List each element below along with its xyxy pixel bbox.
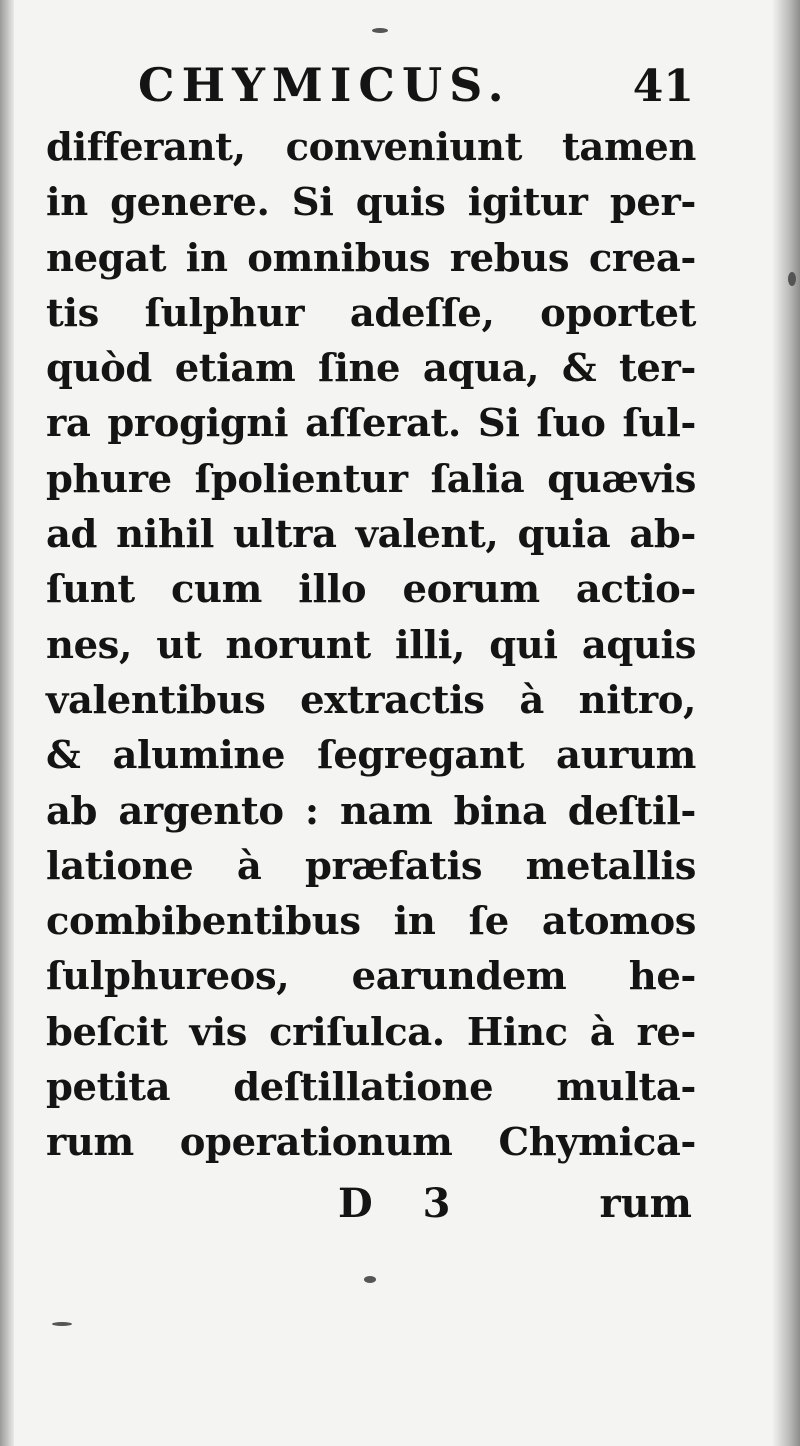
left-page-edge <box>0 0 14 1446</box>
text-line: in genere. Si quis igitur per- <box>46 180 696 226</box>
text-line: ſunt cum illo eorum actio- <box>46 567 696 613</box>
text-line: latione à præfatis metallis <box>46 843 696 889</box>
text-line: ad nihil ultra valent, quia ab- <box>46 512 696 558</box>
text-line: combibentibus in ſe atomos <box>46 899 696 945</box>
text-line: valentibus extractis à nitro, <box>46 677 696 723</box>
catchword: rum <box>599 1179 692 1227</box>
text-line: negat in omnibus rebus crea- <box>46 235 696 281</box>
text-line: nes, ut norunt illi, qui aquis <box>46 622 696 668</box>
text-line: beſcit vis criſulca. Hinc à re- <box>46 1009 696 1055</box>
text-line: ſulphureos, earundem he- <box>46 954 696 1000</box>
ink-speck <box>364 1276 376 1283</box>
text-line: differant, conveniunt tamen <box>46 125 696 170</box>
text-line: tis ſulphur adeſſe, oportet <box>46 290 696 336</box>
text-line: ra progigni aſſerat. Si ſuo ſul- <box>46 401 696 447</box>
page-footer <box>46 1173 696 1235</box>
running-head-title: CHYMICUS. <box>138 58 511 112</box>
page-number: 41 <box>632 61 694 112</box>
text-line: rum operationum Chymica- <box>46 1120 696 1166</box>
right-page-edge <box>772 0 800 1446</box>
text-line: quòd etiam ſine aqua, & ter- <box>46 346 696 392</box>
ink-speck <box>788 272 796 286</box>
text-line: petita deſtillatione multa- <box>46 1065 696 1111</box>
text-line: ab argento : nam bina deſtil- <box>46 788 696 834</box>
text-line: phure ſpolientur ſalia quævis <box>46 456 696 502</box>
running-head <box>46 58 696 120</box>
ink-speck <box>52 1322 72 1326</box>
page-text <box>46 58 696 1235</box>
signature-mark: D 3 <box>338 1179 469 1227</box>
ink-speck <box>372 28 388 33</box>
text-line: & alumine ſegregant aurum <box>46 733 696 779</box>
